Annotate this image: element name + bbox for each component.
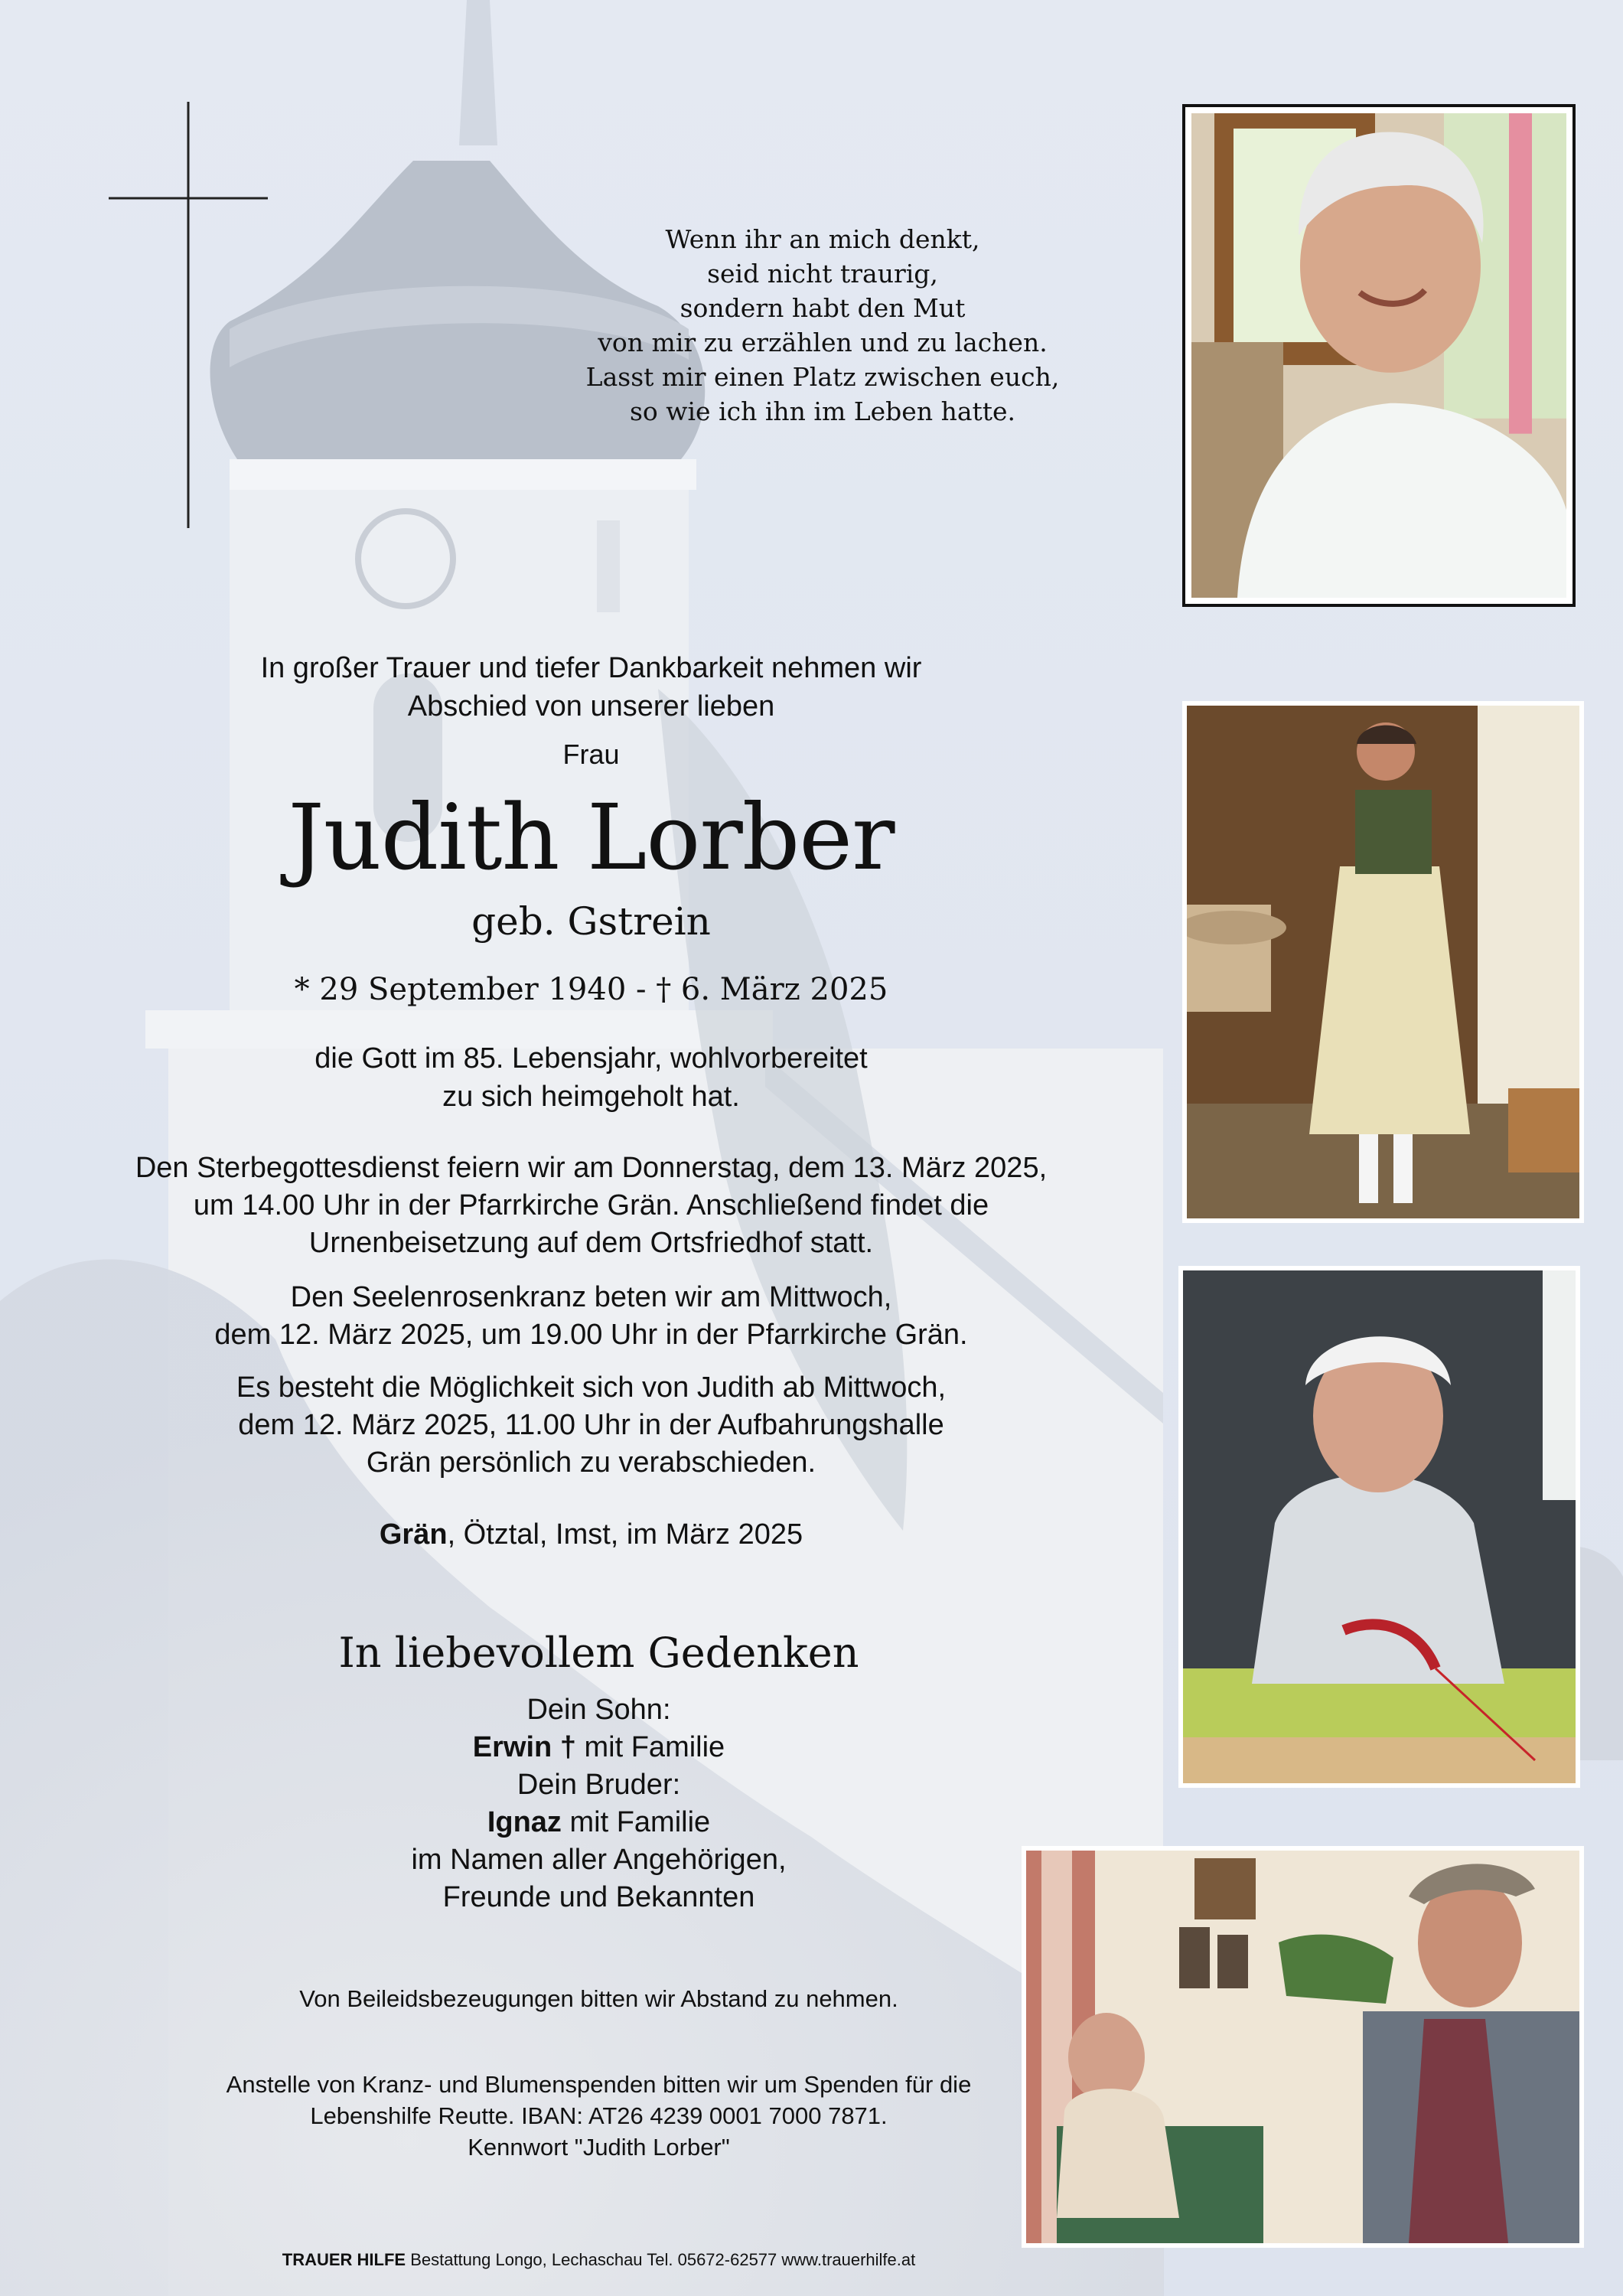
rosary-text: Den Seelenrosenkranz beten wir am Mittwoch, dem 12. März 2025, um 19.00 Uhr in der Pfarrkirche Grän. [214,1281,968,1351]
poem-line: sondern habt den Mut [680,293,966,323]
poem [551,222,1094,429]
donation-note: Anstelle von Kranz- und Blumenspenden bitten wir um Spenden für die Lebenshilfe Reutte. IBAN: AT26 4239 0001 7000 7871. Kennwort "Judith Lorber" [226,2071,972,2161]
dirndl-photo [1182,701,1584,1223]
memorial-heading: In liebevollem Gedenken [338,1629,859,1677]
family-home-photo [1022,1846,1584,2248]
age-text: die Gott im 85. Lebensjahr, wohlvorbereitet zu sich heimgeholt hat. [314,1042,868,1113]
deceased-name: Judith Lorber [288,784,895,890]
poem-line: Wenn ihr an mich denkt, [665,224,980,254]
place-and-date: Grän, Ötztal, Imst, im März 2025 [379,1518,803,1551]
life-dates: * 29 September 1940 - † 6. März 2025 [294,972,888,1007]
latin-cross-icon [107,102,272,530]
intro-text: In großer Trauer und tiefer Dankbarkeit nehmen wir Abschied von unserer lieben [260,652,922,722]
poem-line: so wie ich ihn im Leben hatte. [629,396,1016,426]
funeral-service-text: Den Sterbegottesdienst feiern wir am Donnerstag, dem 13. März 2025, um 14.00 Uhr in der Pfarrkirche Grän. Anschließend findet die Urnenbeisetzung auf dem Ortsfriedhof statt. [135,1152,1048,1259]
condolence-note: Von Beileidsbezeugungen bitten wir Abstand zu nehmen. [299,1985,898,2012]
mourners-list: Dein Sohn: Erwin † mit Familie Dein Bruder: Ignaz mit Familie im Namen aller Angehörigen, Freunde und Bekannten [411,1694,787,1913]
salutation: Frau [562,739,620,770]
maiden-name: geb. Gstrein [471,899,711,944]
poem-line: von mir zu erzählen und zu lachen. [598,328,1048,357]
poem-line: Lasst mir einen Platz zwischen euch, [585,362,1060,392]
viewing-text: Es besteht die Möglichkeit sich von Judith ab Mittwoch, dem 12. März 2025, 11.00 Uhr in der Aufbahrungshalle Grän persönlich zu verabschieden. [236,1371,947,1479]
poem-line: seid nicht traurig, [707,259,938,289]
portrait-photo [1182,104,1576,607]
knitting-photo [1178,1266,1580,1788]
footer: TRAUER HILFE Bestattung Longo, Lechaschau Tel. 05672-62577 www.trauerhilfe.at [282,2250,916,2269]
